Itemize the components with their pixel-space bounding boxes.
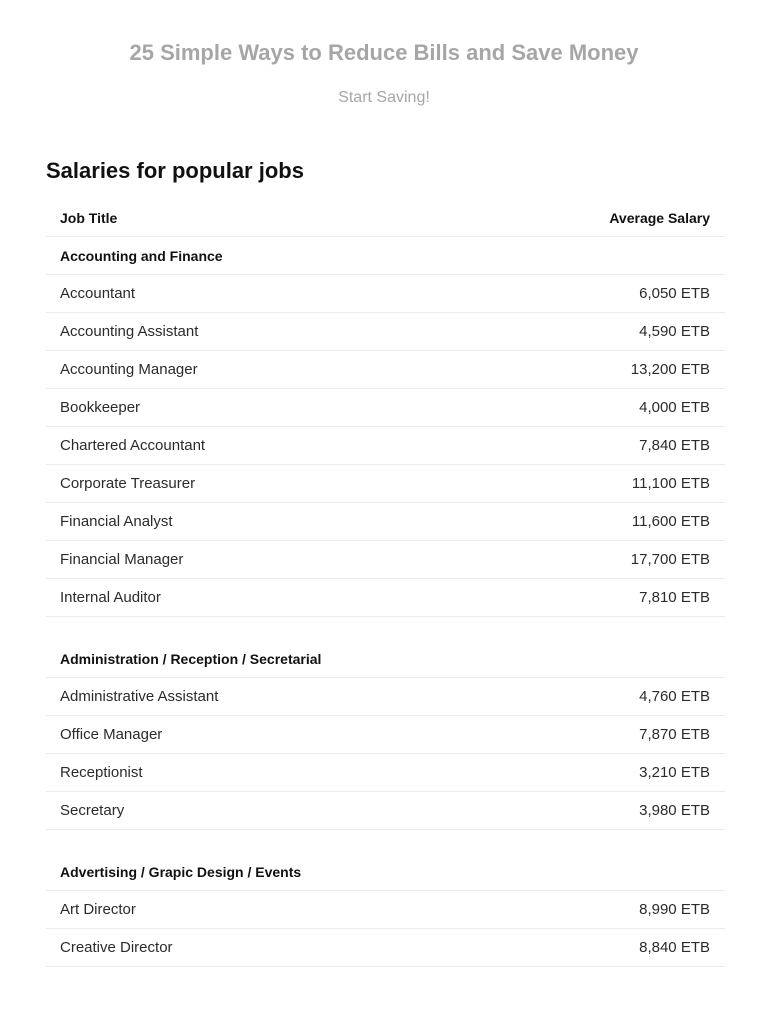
- job-title: Accounting Manager: [60, 361, 198, 378]
- table-row: [46, 503, 725, 541]
- job-title: Accounting Assistant: [60, 323, 199, 340]
- job-title: Receptionist: [60, 764, 143, 781]
- job-title: Office Manager: [60, 726, 163, 743]
- salary-value: 6,050 ETB: [639, 285, 710, 302]
- salary-value: 8,840 ETB: [639, 939, 710, 956]
- ad-subtitle[interactable]: Start Saving!: [338, 89, 430, 106]
- table-row: [46, 389, 725, 427]
- table-header-row: [46, 199, 725, 237]
- table-row: [46, 313, 725, 351]
- job-title: Chartered Accountant: [60, 437, 206, 454]
- job-title: Accountant: [60, 285, 136, 302]
- table-row: [46, 351, 725, 389]
- table-row: [46, 754, 725, 792]
- salary-value: 11,600 ETB: [631, 513, 710, 530]
- job-title: Art Director: [60, 901, 136, 918]
- salary-value: 3,210 ETB: [639, 764, 710, 781]
- salary-value: 17,700 ETB: [630, 551, 710, 568]
- table-row: [46, 678, 725, 716]
- salary-value: 7,810 ETB: [639, 589, 710, 606]
- salary-table: [46, 199, 725, 967]
- salary-value: 13,200 ETB: [630, 361, 710, 378]
- table-row: [46, 716, 725, 754]
- ad-title[interactable]: 25 Simple Ways to Reduce Bills and Save Money: [129, 40, 639, 65]
- job-title: Internal Auditor: [60, 589, 161, 606]
- table-row: [46, 579, 725, 617]
- page-title: Salaries for popular jobs: [46, 158, 304, 183]
- category-name: Administration / Reception / Secretarial: [60, 650, 322, 667]
- salary-value: 11,100 ETB: [631, 475, 710, 492]
- job-title: Corporate Treasurer: [60, 475, 196, 492]
- table-row: [46, 891, 725, 929]
- salary-value: 3,980 ETB: [639, 802, 710, 819]
- table-row: [46, 792, 725, 830]
- table-row: [46, 541, 725, 579]
- category-row: [46, 617, 725, 678]
- category-row: [46, 237, 725, 275]
- salary-value: 4,590 ETB: [639, 323, 710, 340]
- job-title: Financial Manager: [60, 551, 184, 568]
- table-row: [46, 427, 725, 465]
- table-row: [46, 929, 725, 967]
- salary-value: 4,000 ETB: [639, 399, 710, 416]
- salary-value: 4,760 ETB: [639, 688, 710, 705]
- job-title: Creative Director: [60, 939, 173, 956]
- table-row: [46, 275, 725, 313]
- job-title: Bookkeeper: [60, 399, 141, 416]
- salary-value: 8,990 ETB: [639, 901, 710, 918]
- average-salary-header: Average Salary: [609, 209, 710, 226]
- job-title: Financial Analyst: [60, 513, 173, 530]
- job-title-header: Job Title: [60, 209, 118, 226]
- table-row: [46, 465, 725, 503]
- category-row: [46, 830, 725, 891]
- job-title: Administrative Assistant: [60, 688, 219, 705]
- salary-value: 7,870 ETB: [639, 726, 710, 743]
- category-name: Accounting and Finance: [60, 247, 223, 264]
- job-title: Secretary: [60, 802, 125, 819]
- salary-value: 7,840 ETB: [639, 437, 710, 454]
- category-name: Advertising / Grapic Design / Events: [60, 863, 302, 880]
